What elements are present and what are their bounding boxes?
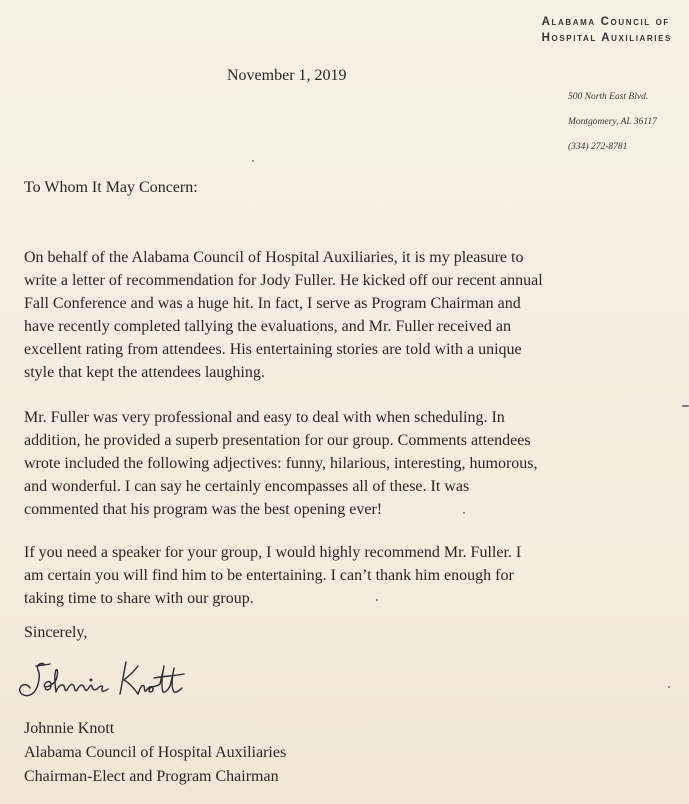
signer-title: Chairman-Elect and Program Chairman <box>24 768 279 785</box>
paragraph-line: wrote included the following adjectives: funny, hilarious, interesting, humorous, <box>24 455 538 472</box>
paper-speck <box>252 160 254 162</box>
paragraph-line: write a letter of recommendation for Jody Fuller. He kicked off our recent annual <box>24 272 543 289</box>
paragraph-line: have recently completed tallying the evaluations, and Mr. Fuller received an <box>24 318 511 335</box>
letterhead-line-1: Alabama Council of <box>541 16 670 28</box>
paper-speck <box>376 599 378 601</box>
salutation: To Whom It May Concern: <box>24 179 198 196</box>
closing: Sincerely, <box>24 624 88 641</box>
paragraph-line: excellent rating from attendees. His entertaining stories are told with a unique <box>24 341 522 358</box>
signer-organization: Alabama Council of Hospital Auxiliaries <box>24 744 287 761</box>
paragraph-line: taking time to share with our group. <box>24 590 254 607</box>
address-city: Montgomery, AL 36117 <box>568 117 657 127</box>
signature-icon <box>14 656 189 706</box>
paragraph-line: On behalf of the Alabama Council of Hospital Auxiliaries, it is my pleasure to <box>24 249 524 266</box>
letterhead-organization <box>542 14 672 46</box>
letter-date: November 1, 2019 <box>227 67 347 84</box>
signer-name: Johnnie Knott <box>24 720 115 737</box>
signer-block <box>24 717 286 789</box>
paragraph-line: Fall Conference and was a huge hit. In fact, I serve as Program Chairman and <box>24 295 521 312</box>
paper-speck <box>682 405 689 407</box>
paper-speck <box>463 512 465 514</box>
body-paragraph-1 <box>24 246 664 384</box>
paragraph-line: and wonderful. I can say he certainly encompasses all of these. It was <box>24 478 470 495</box>
address-street: 500 North East Blvd. <box>568 92 649 102</box>
paragraph-line: Mr. Fuller was very professional and easy to deal with when scheduling. In <box>24 409 505 426</box>
body-paragraph-3 <box>24 541 664 610</box>
body-paragraph-2 <box>24 406 664 521</box>
paragraph-line: commented that his program was the best opening ever! <box>24 501 383 518</box>
paragraph-line: am certain you will find him to be entertaining. I can’t thank him enough for <box>24 567 514 584</box>
letterhead-address <box>568 85 657 160</box>
paragraph-line: addition, he provided a superb presentation for our group. Comments attendees <box>24 432 531 449</box>
paragraph-line: If you need a speaker for your group, I would highly recommend Mr. Fuller. I <box>24 544 522 561</box>
letterhead-line-2: Hospital Auxiliaries <box>541 32 672 44</box>
paper-speck <box>668 686 670 688</box>
handwritten-signature <box>14 656 189 711</box>
address-phone: (334) 272-8781 <box>568 142 628 152</box>
paragraph-line: style that kept the attendees laughing. <box>24 364 265 381</box>
